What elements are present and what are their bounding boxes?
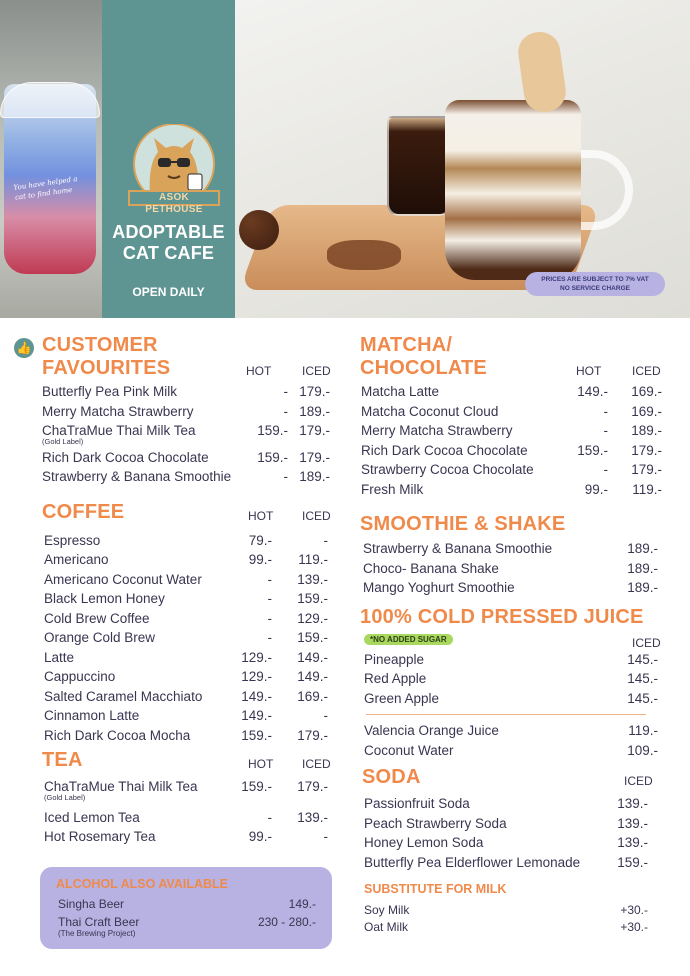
menu-item <box>364 741 672 761</box>
item-hot-price: - <box>267 809 272 825</box>
soda-iced-header: ICED <box>624 774 653 788</box>
item-name: Black Lemon Honey <box>44 591 165 606</box>
alcohol-title: ALCOHOL ALSO AVAILABLE <box>56 877 228 891</box>
item-hot-price: 129.- <box>241 669 272 684</box>
no-added-sugar-badge: *NO ADDED SUGAR <box>364 634 453 645</box>
favourites-hot-header: HOT <box>246 364 272 378</box>
item-name: Mango Yoghurt Smoothie <box>363 580 515 595</box>
item-iced-price: - <box>323 532 328 548</box>
item-price: +30.- <box>620 920 648 934</box>
menu-item <box>44 609 334 629</box>
item-iced-price: 149.- <box>297 649 328 665</box>
matcha-list <box>361 382 672 499</box>
menu-item <box>361 480 672 500</box>
menu-item <box>361 402 672 422</box>
menu-item <box>44 570 334 590</box>
juice-iced-header: ICED <box>632 635 661 650</box>
item-hot-price: - <box>267 630 272 645</box>
menu-item <box>44 687 334 707</box>
item-hot-price: 99.- <box>584 481 608 497</box>
item-price: 139.- <box>617 796 648 811</box>
tea-hot-header: HOT <box>248 757 274 771</box>
item-name: Salted Caramel Macchiato <box>44 688 203 704</box>
item-name: Strawberry Cocoa Chocolate <box>361 462 534 477</box>
item-hot-price: 79.- <box>248 532 272 548</box>
item-iced-price: 149.- <box>297 669 328 684</box>
menu-item <box>44 628 334 648</box>
menu-item <box>364 669 672 689</box>
item-iced-price: 179.- <box>297 727 328 743</box>
item-price: 139.- <box>617 815 648 831</box>
item-hot-price: 149.- <box>241 688 272 704</box>
vat-line-1: PRICES ARE SUBJECT TO 7% VAT <box>541 276 649 283</box>
item-iced-price: - <box>323 708 328 723</box>
item-iced-price: 159.- <box>297 591 328 606</box>
item-price: +30.- <box>620 903 648 917</box>
item-iced-price: 169.- <box>297 688 328 704</box>
header-banner <box>0 0 690 318</box>
item-name: Matcha Coconut Cloud <box>361 403 499 419</box>
item-iced-price: 169.- <box>631 403 662 419</box>
item-iced-price: 139.- <box>297 809 328 825</box>
item-name: Red Apple <box>364 671 427 686</box>
coffee-iced-header: ICED <box>302 508 331 523</box>
menu-item <box>44 550 334 570</box>
item-name: Butterfly Pea Elderflower Lemonade <box>364 854 581 870</box>
item-iced-price: 119.- <box>298 552 328 567</box>
matcha-title-2: CHOCOLATE <box>360 357 487 379</box>
item-name: Hot Rosemary Tea <box>44 829 156 844</box>
smoothie-list <box>363 539 672 598</box>
item-hot-price: - <box>603 423 608 438</box>
menu-item <box>364 794 672 814</box>
coffee-hot-header: HOT <box>248 508 274 523</box>
item-name: Coconut Water <box>364 742 454 758</box>
item-name: Oat Milk <box>364 920 409 934</box>
cup-text: You have helped a cat to find home <box>13 175 78 202</box>
item-name: Americano <box>44 552 109 567</box>
item-name: Iced Lemon Tea <box>44 809 140 825</box>
item-hot-price: - <box>603 403 608 419</box>
coffee-list <box>44 531 334 746</box>
item-iced-price: 139.- <box>297 571 328 587</box>
item-name: Merry Matcha Strawberry <box>42 403 194 419</box>
menu-item <box>44 589 334 609</box>
menu-item <box>44 531 334 551</box>
matcha-hot-header: HOT <box>576 364 602 378</box>
item-name: Fresh Milk <box>361 481 424 497</box>
item-name: Valencia Orange Juice <box>364 723 499 738</box>
item-name: Butterfly Pea Pink Milk <box>42 384 178 399</box>
item-hot-price: 99.- <box>248 829 272 844</box>
favourites-title-2: FAVOURITES <box>42 357 171 379</box>
smoothie-title: SMOOTHIE & SHAKE <box>360 513 566 535</box>
favourites-title-1: CUSTOMER <box>42 334 158 356</box>
coffee-beans <box>239 210 279 250</box>
smoothie-heading <box>360 513 672 539</box>
item-iced-price: - <box>323 829 328 844</box>
menu-item <box>364 689 672 709</box>
drink-photo <box>0 0 102 318</box>
item-name: Rich Dark Cocoa Chocolate <box>361 442 528 458</box>
matcha-iced-header: ICED <box>632 364 661 378</box>
menu-item <box>363 559 672 579</box>
soda-list <box>364 794 672 872</box>
item-price: 119.- <box>628 723 658 738</box>
menu-item <box>364 814 672 834</box>
item-iced-price: 159.- <box>297 630 328 645</box>
item-name: Orange Cold Brew <box>44 630 156 645</box>
item-name: ChaTraMue Thai Milk Tea <box>44 779 198 794</box>
tea-list <box>44 777 334 847</box>
menu-left-column <box>14 334 334 847</box>
menu-item <box>361 382 672 402</box>
item-iced-price: 169.- <box>631 384 662 399</box>
espresso-shot <box>387 116 451 216</box>
menu-item <box>361 460 672 480</box>
menu-right-column <box>360 334 672 936</box>
logo-wordmark: ASOK PETHOUSE <box>128 190 220 206</box>
item-hot-price: - <box>267 571 272 587</box>
menu-item <box>44 808 334 828</box>
menu-item <box>361 441 672 461</box>
juice-title: 100% COLD PRESSED JUICE <box>360 605 644 628</box>
item-subtitle: (Gold Label) <box>42 436 84 446</box>
favourites-list <box>42 382 334 487</box>
alcohol-box <box>40 867 332 949</box>
tea-title: TEA <box>42 749 83 771</box>
menu-item <box>361 421 672 441</box>
item-name: Cappuccino <box>44 669 116 684</box>
item-name: Cinnamon Latte <box>44 708 140 723</box>
item-iced-price: 179.- <box>299 449 330 465</box>
item-name: Matcha Latte <box>361 384 440 399</box>
juice-divider <box>366 714 646 715</box>
tiramisu-glass <box>445 100 581 280</box>
menu-item <box>44 726 334 746</box>
soda-heading <box>360 766 672 794</box>
menu-item <box>363 539 672 559</box>
item-price: 145.- <box>627 690 658 706</box>
substitute-title: SUBSTITUTE FOR MILK <box>364 882 507 896</box>
menu-item <box>44 648 334 668</box>
open-daily-label: OPEN DAILY <box>132 285 205 299</box>
juice-heading <box>360 606 672 650</box>
item-iced-price: 189.- <box>299 469 330 484</box>
item-iced-price: 129.- <box>297 610 328 626</box>
vat-notice-badge <box>525 272 665 296</box>
vat-line-2: NO SERVICE CHARGE <box>560 285 630 292</box>
item-subtitle: (Gold Label) <box>44 792 86 802</box>
item-iced-price: 189.- <box>631 423 662 438</box>
alcohol-item-subtitle: (The Brewing Project) <box>58 929 136 938</box>
alcohol-item-name: Singha Beer <box>58 897 125 911</box>
substitute-list <box>360 902 672 936</box>
item-name: Soy Milk <box>364 903 410 917</box>
item-name: Honey Lemon Soda <box>364 835 484 850</box>
tea-heading <box>42 749 334 777</box>
item-iced-price: 179.- <box>299 423 330 438</box>
tea-iced-header: ICED <box>302 757 331 771</box>
item-iced-price: 179.- <box>299 384 330 399</box>
item-hot-price: 99.- <box>248 552 272 567</box>
item-iced-price: 179.- <box>631 442 662 458</box>
menu-item <box>363 578 672 598</box>
item-name: Espresso <box>44 532 101 548</box>
menu-item <box>44 827 334 847</box>
item-price: 145.- <box>627 651 658 667</box>
item-name: Passionfruit Soda <box>364 796 470 811</box>
item-hot-price: - <box>267 610 272 626</box>
coffee-heading <box>42 501 334 531</box>
item-name: ChaTraMue Thai Milk Tea <box>42 423 196 438</box>
alcohol-item-price: 230 - 280.- <box>257 915 316 929</box>
item-hot-price: - <box>283 384 288 399</box>
tagline-line-2: CAT CAFE <box>122 243 215 263</box>
item-hot-price: 159.- <box>577 442 608 458</box>
item-name: Rich Dark Cocoa Mocha <box>44 727 191 743</box>
item-price: 159.- <box>617 854 648 870</box>
menu-item <box>364 853 672 873</box>
menu-item <box>42 467 334 487</box>
item-iced-price: 179.- <box>297 779 328 794</box>
menu-item <box>364 650 672 670</box>
menu-item <box>364 833 672 853</box>
cup-lid <box>0 82 100 118</box>
menu-item <box>360 902 672 919</box>
item-hot-price: 159.- <box>241 779 272 794</box>
soda-title: SODA <box>362 766 421 788</box>
item-iced-price: 119.- <box>632 481 662 497</box>
item-hot-price: - <box>267 591 272 606</box>
matcha-heading <box>360 334 672 382</box>
favourites-iced-header: ICED <box>302 364 331 378</box>
item-name: Choco- Banana Shake <box>363 560 499 576</box>
item-price: 189.- <box>627 580 658 595</box>
menu-item <box>42 448 334 468</box>
item-hot-price: - <box>283 403 288 419</box>
tagline <box>102 222 235 264</box>
item-hot-price: 149.- <box>241 708 272 723</box>
favourites-heading <box>42 334 334 382</box>
item-iced-price: 179.- <box>631 462 662 477</box>
item-price: 189.- <box>627 560 658 576</box>
menu-item <box>42 402 334 422</box>
dessert-photo <box>235 0 690 318</box>
item-price: 189.- <box>627 541 658 556</box>
item-hot-price: 149.- <box>577 384 608 399</box>
item-name: Latte <box>44 649 75 665</box>
alcohol-item-price: 149.- <box>288 897 316 911</box>
thumbs-up-icon: 👍 <box>14 338 34 358</box>
item-hot-price: 159.- <box>257 449 288 465</box>
juice-list <box>364 650 672 761</box>
item-hot-price: 129.- <box>241 649 272 665</box>
item-name: Strawberry & Banana Smoothie <box>42 469 232 484</box>
item-name: Green Apple <box>364 690 440 706</box>
coffee-title: COFFEE <box>42 500 125 523</box>
item-name: Rich Dark Cocoa Chocolate <box>42 449 209 465</box>
item-hot-price: 159.- <box>241 727 272 743</box>
tagline-line-1: ADOPTABLE <box>112 222 225 242</box>
item-name: Strawberry & Banana Smoothie <box>363 541 553 556</box>
item-iced-price: 189.- <box>299 403 330 419</box>
item-hot-price: 159.- <box>257 423 288 438</box>
item-name: Peach Strawberry Soda <box>364 815 507 831</box>
item-price: 139.- <box>617 835 648 850</box>
item-name: Cold Brew Coffee <box>44 610 150 626</box>
item-price: 145.- <box>627 671 658 686</box>
menu-item <box>42 382 334 402</box>
menu-item <box>44 667 334 687</box>
item-name: Merry Matcha Strawberry <box>361 423 513 438</box>
cocoa-paw-print <box>327 240 401 270</box>
matcha-title-1: MATCHA/ <box>360 334 453 356</box>
menu-item <box>364 721 672 741</box>
menu-item <box>44 706 334 726</box>
item-hot-price: - <box>603 462 608 477</box>
menu-item <box>360 919 672 936</box>
item-price: 109.- <box>627 742 658 758</box>
alcohol-item-name: Thai Craft Beer <box>58 915 140 929</box>
item-hot-price: - <box>283 469 288 484</box>
item-name: Pineapple <box>364 651 425 667</box>
item-name: Americano Coconut Water <box>44 571 202 587</box>
